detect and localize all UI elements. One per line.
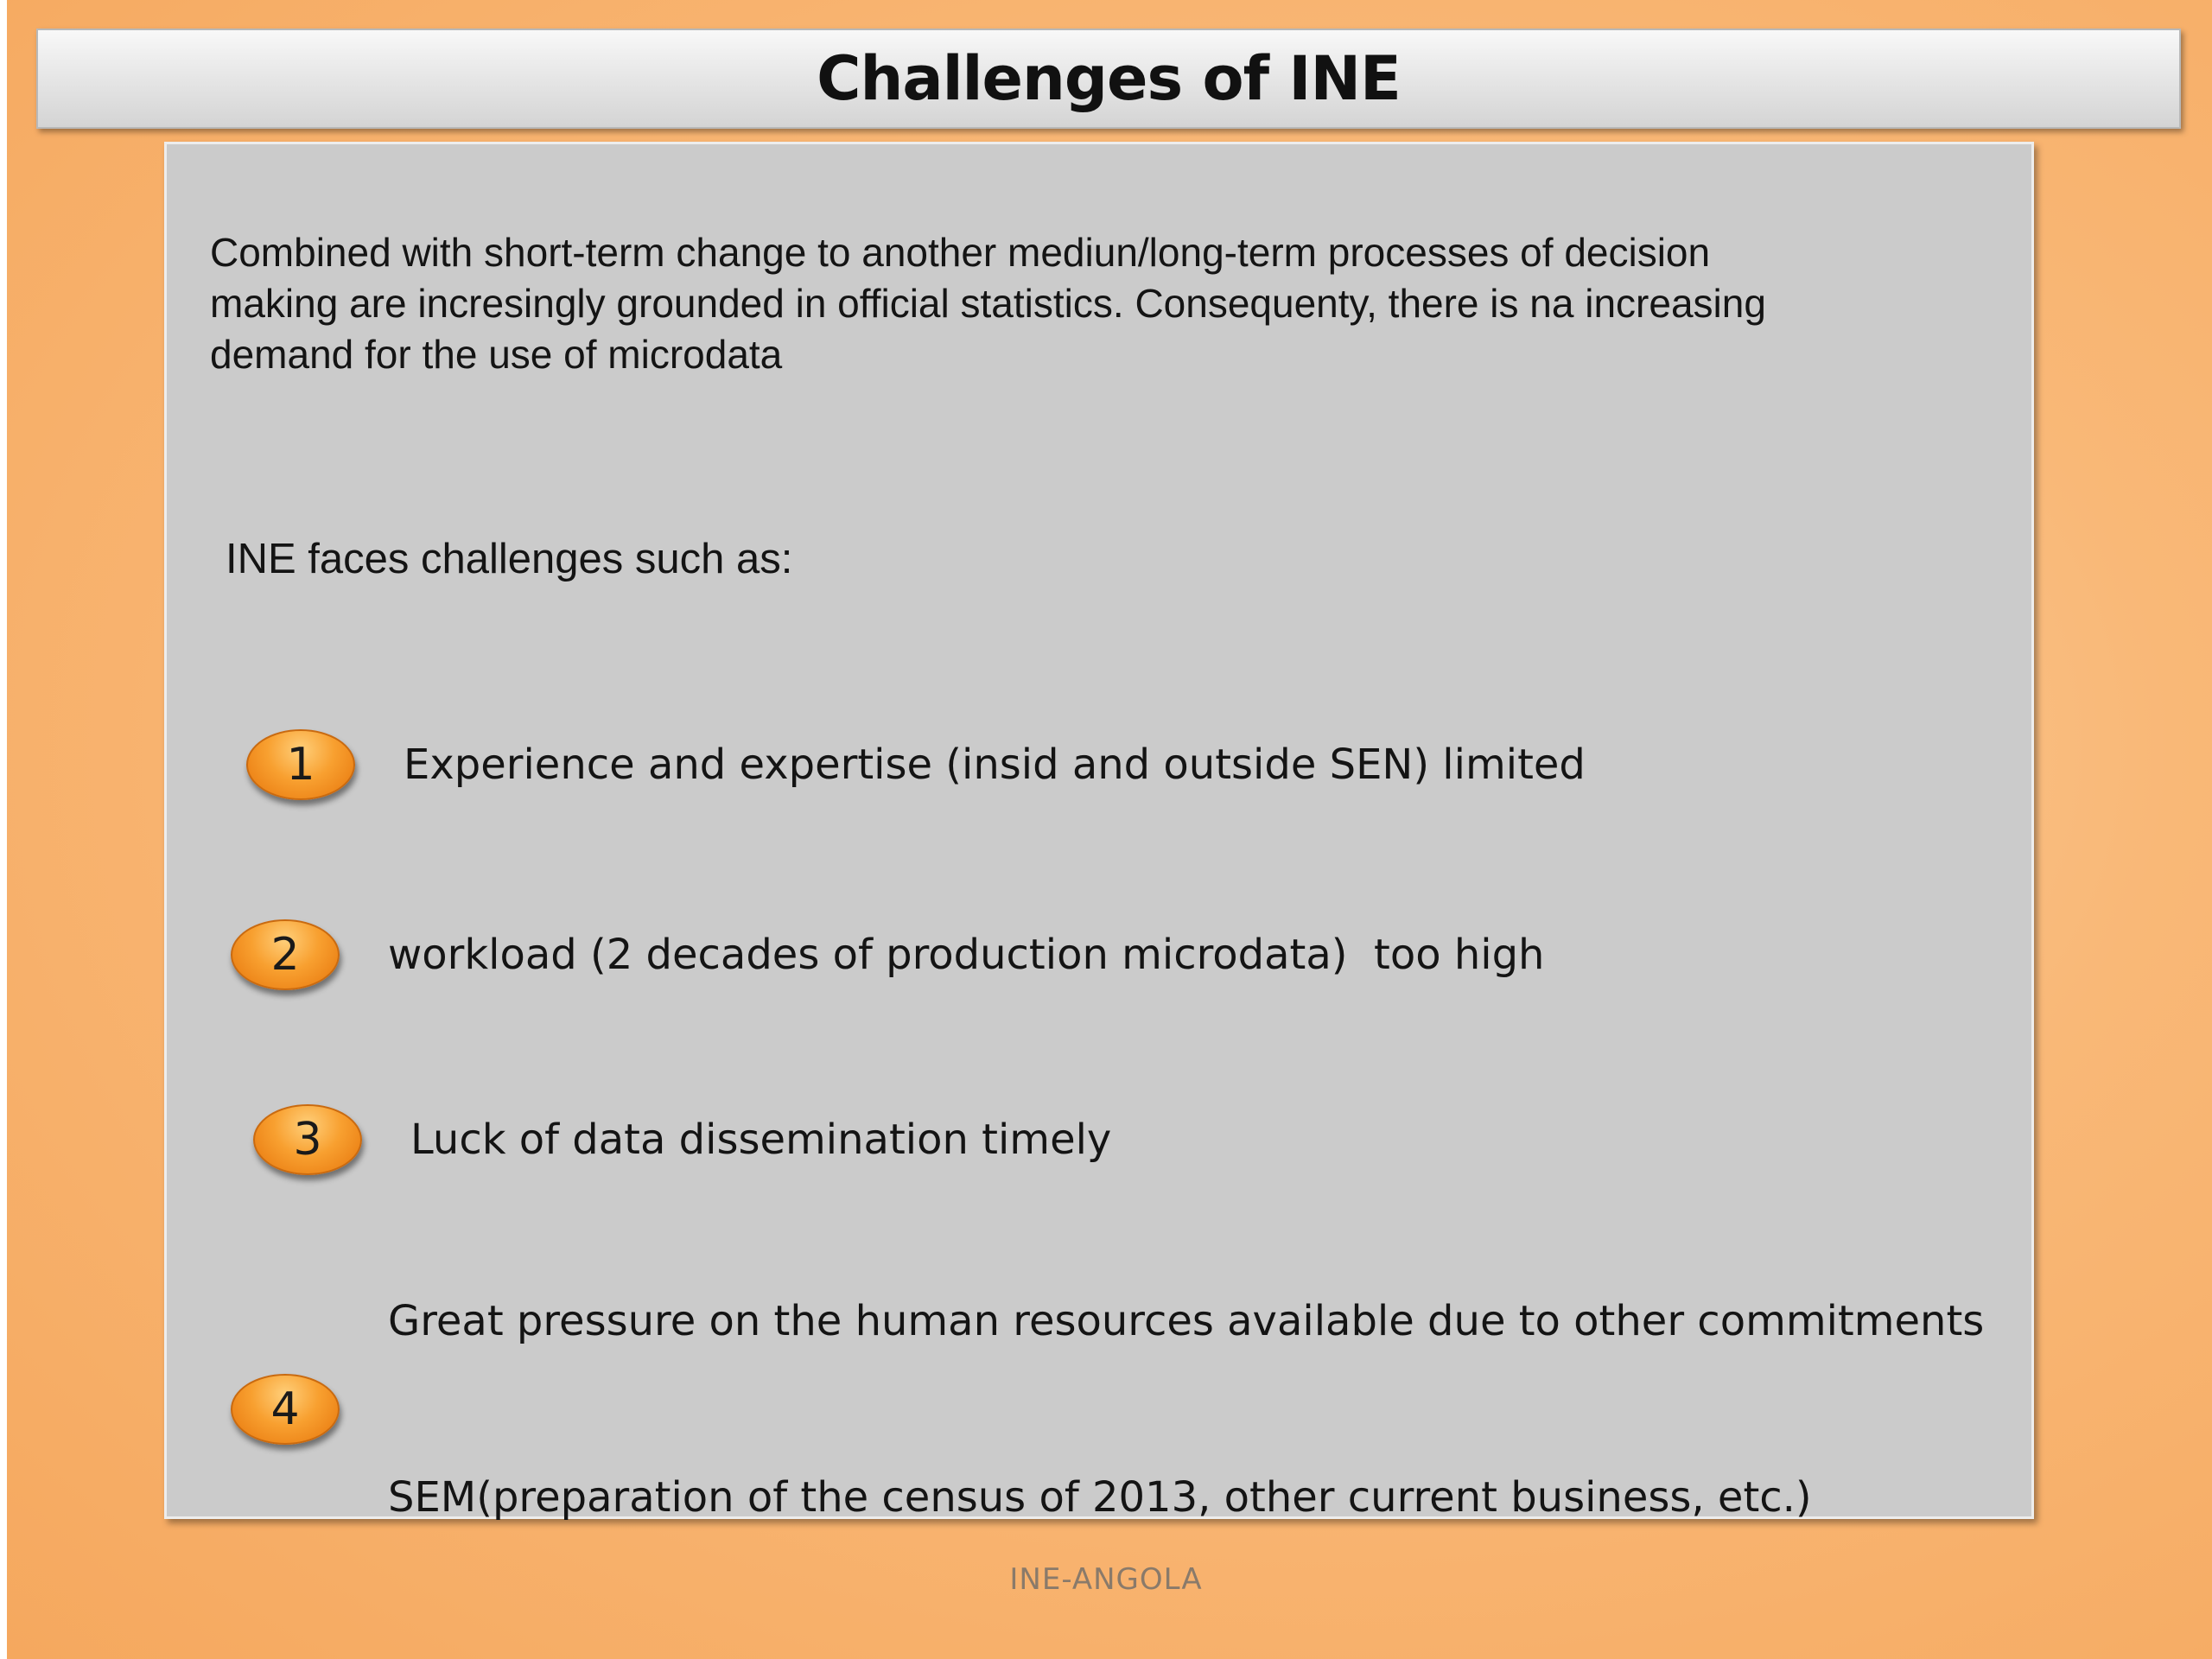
intro-line: demand for the use of microdata <box>210 332 783 377</box>
badge-number: 3 <box>293 1114 322 1166</box>
intro-line: making are incresingly grounded in official statistics. Consequenty, there is na increasing <box>210 281 1766 326</box>
content-panel <box>164 142 2034 1522</box>
number-badge-icon <box>246 729 355 800</box>
challenge-text-line: Great pressure on the human resources available due to other commitments <box>388 1297 1985 1345</box>
challenge-text-line: SEM(preparation of the census of 2013, other current business, etc.) <box>388 1473 1812 1522</box>
footer-label: INE-ANGOLA <box>1009 1562 1203 1597</box>
badge-number: 4 <box>270 1383 300 1435</box>
intro-paragraph <box>210 227 1973 380</box>
slide-title: Challenges of INE <box>817 43 1401 114</box>
badge-number: 2 <box>270 929 300 981</box>
number-badge-icon <box>231 919 340 990</box>
badge-number: 1 <box>286 739 315 791</box>
challenges-heading: INE faces challenges such as: <box>226 536 793 582</box>
left-edge-strip <box>0 0 7 1659</box>
intro-line: Combined with short-term change to another mediun/long-term processes of decision <box>210 230 1711 275</box>
challenge-text-line: Luck of data dissemination timely <box>410 1116 1112 1164</box>
number-badge-icon <box>231 1374 340 1445</box>
challenge-text-line: workload (2 decades of production microdata) too high <box>388 931 1545 979</box>
title-bar <box>36 29 2181 129</box>
challenge-text-line: Experience and expertise (insid and outside SEN) limited <box>404 741 1586 789</box>
number-badge-icon <box>253 1104 362 1175</box>
